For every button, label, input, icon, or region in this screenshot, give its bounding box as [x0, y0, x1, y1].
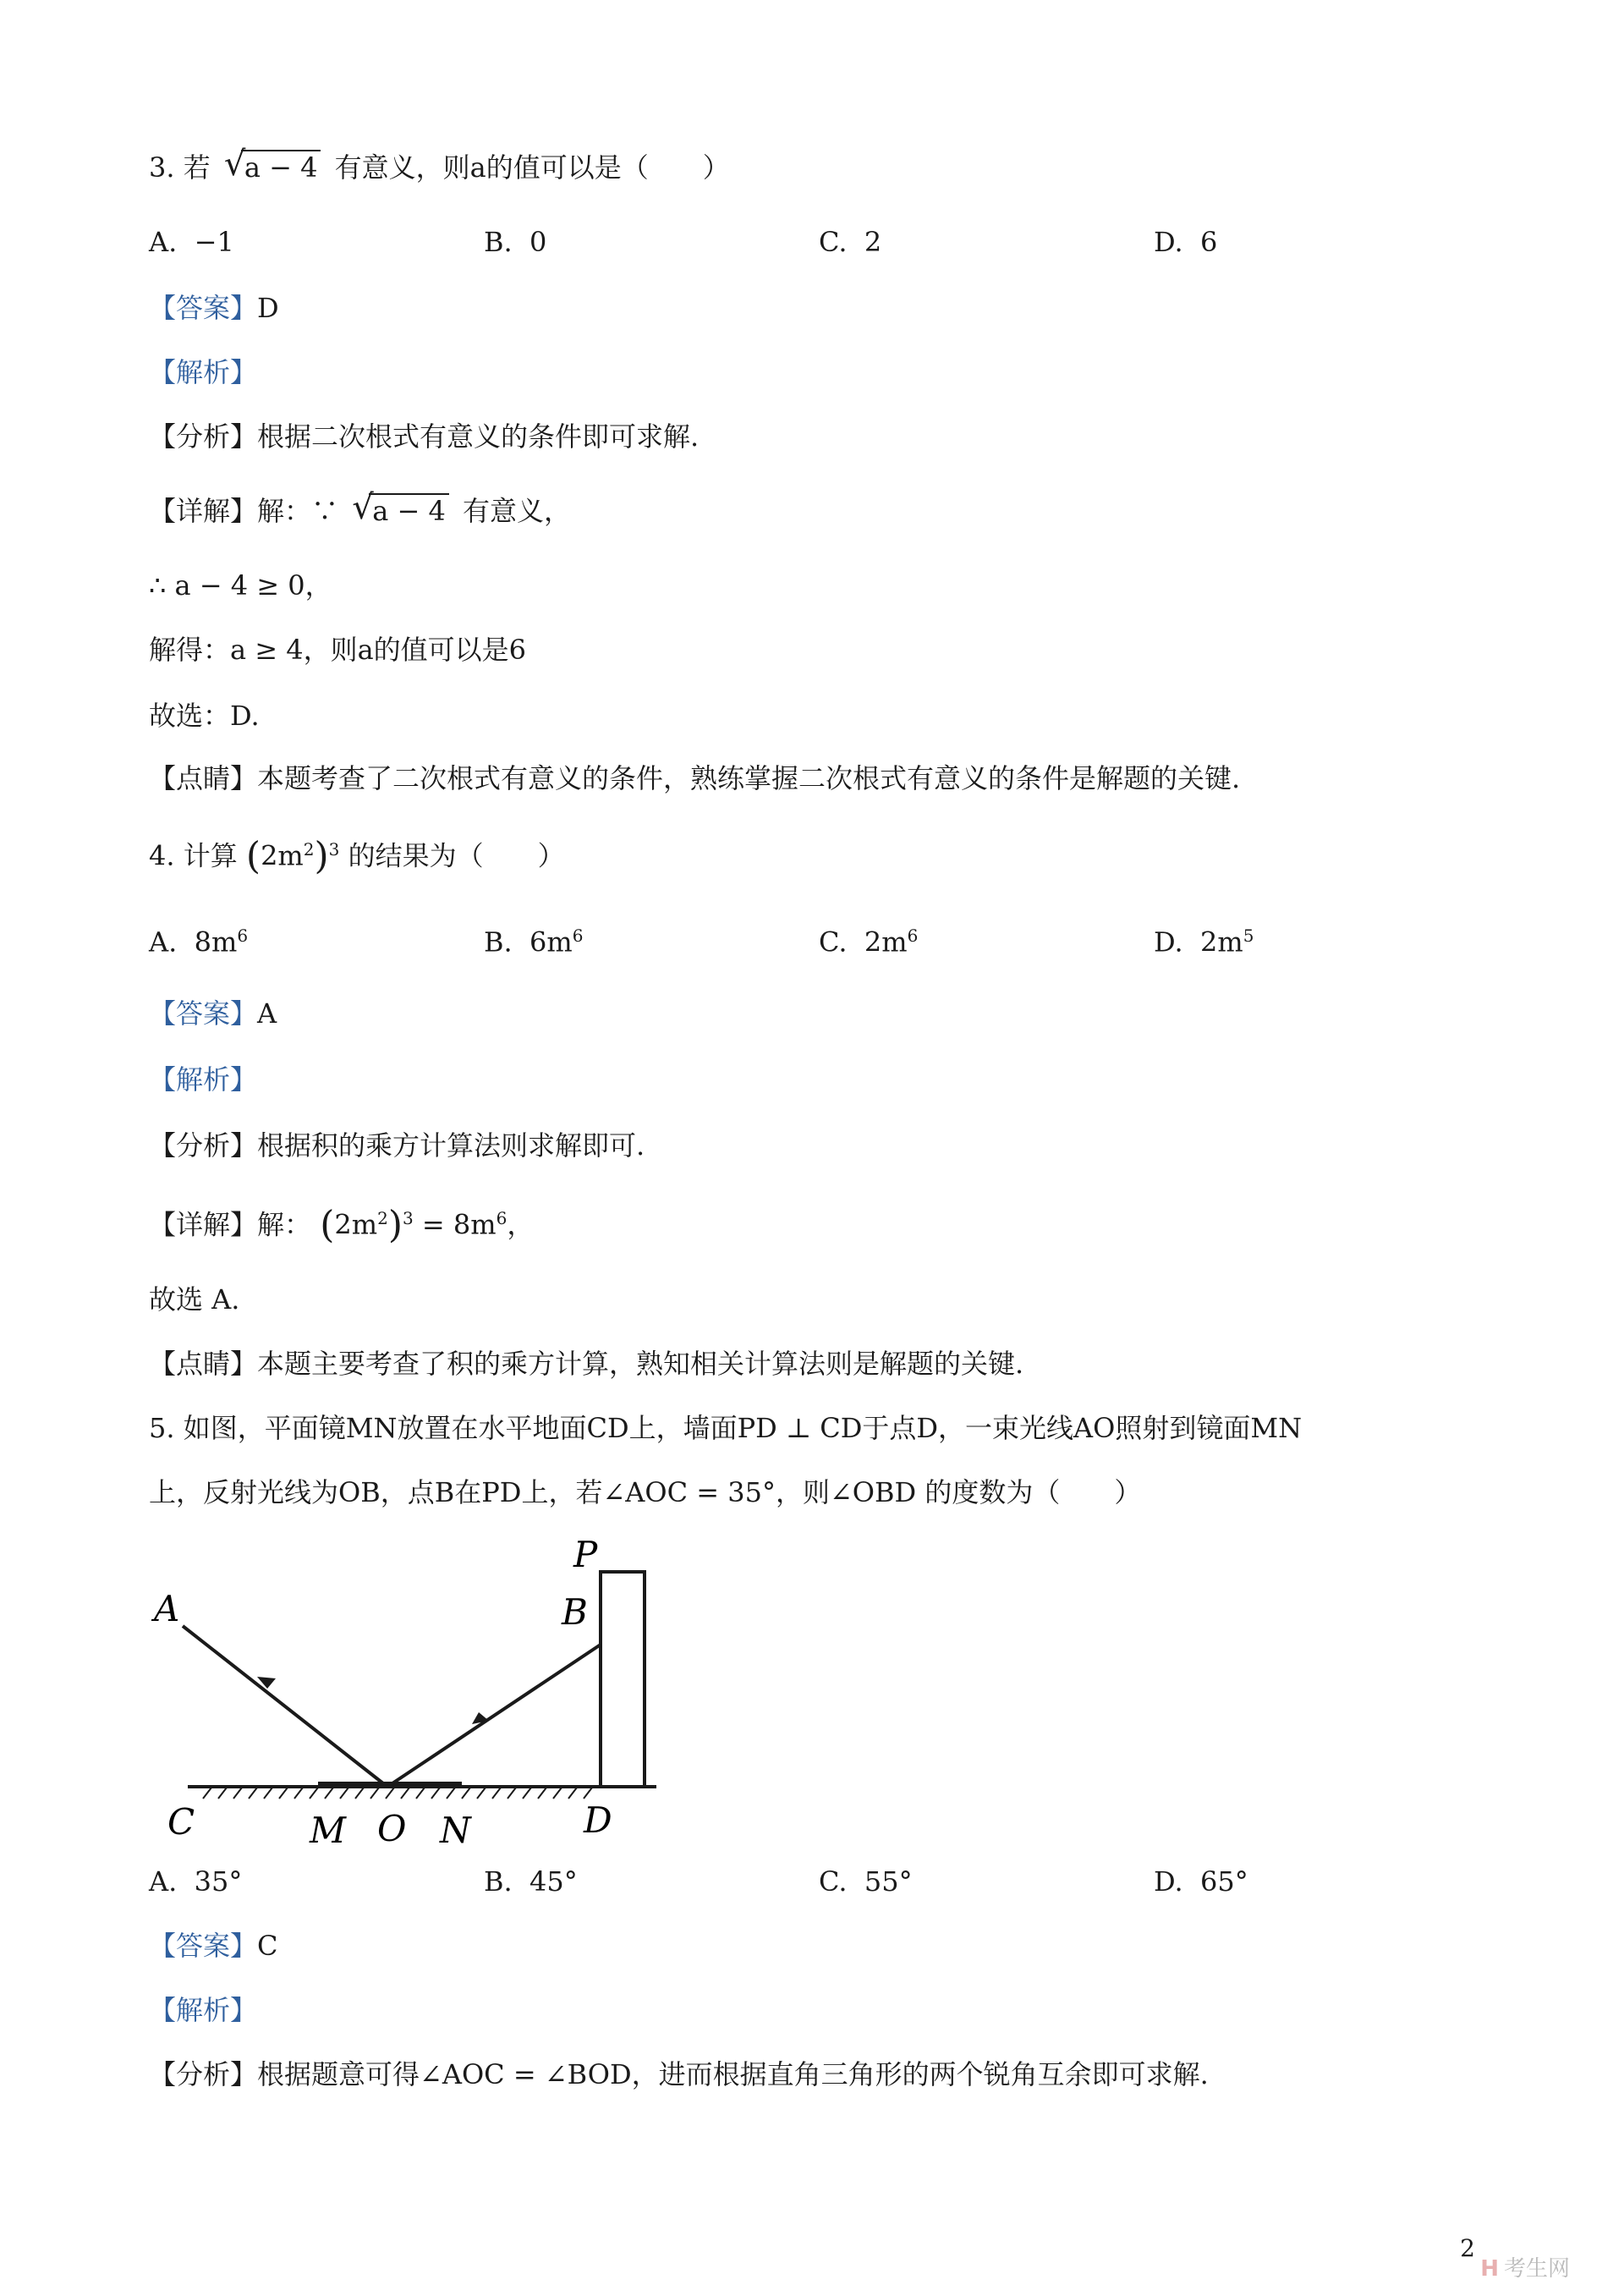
q4-answer: 【答案】A	[149, 997, 277, 1030]
watermark: H 考生网	[1480, 2256, 1570, 2282]
q5-stem-line1: 5. 如图，平面镜MN放置在水平地面CD上，墙面PD ⊥ CD于点D，一束光线AO照射到镜面MN	[149, 1412, 1303, 1444]
radicand: a − 4	[241, 150, 321, 184]
q3-option-c: C. 2	[819, 226, 882, 258]
q3-option-a: A. −1	[149, 226, 234, 258]
sqrt-expression: √ a − 4	[352, 494, 449, 528]
q5-stem-line2: 上，反射光线为OB，点B在PD上，若∠AOC = 35°，则∠OBD 的度数为（ ）	[149, 1476, 1142, 1508]
q5-analysis-tag: 【解析】	[149, 1994, 258, 2026]
label-a: A	[154, 1588, 180, 1629]
q3-fenxi: 【分析】根据二次根式有意义的条件即可求解.	[149, 420, 700, 453]
q5-option-d: D. 65°	[1154, 1865, 1248, 1898]
q4-analysis-tag: 【解析】	[149, 1063, 258, 1096]
q4-option-c: C. $2m^6$	[819, 926, 919, 958]
q3-comment: 【点睛】本题考查了二次根式有意义的条件，熟练掌握二次根式有意义的条件是解题的关键.	[149, 762, 1241, 794]
q4-number: 4.	[149, 839, 175, 872]
q4-choose: 故选 A.	[149, 1283, 240, 1316]
q3-answer: 【答案】D	[149, 292, 279, 324]
label-m: M	[310, 1810, 347, 1851]
label-b: B	[562, 1591, 588, 1633]
q3-analysis-tag: 【解析】	[149, 356, 258, 388]
page-number: 2	[1460, 2234, 1475, 2262]
label-d: D	[584, 1799, 612, 1841]
incident-ray-ao	[183, 1626, 387, 1787]
q3-detail: 【详解】解：∵ √ a − 4 有意义，	[149, 488, 571, 527]
label-o: O	[377, 1808, 407, 1849]
ground-hatching	[203, 1788, 592, 1799]
label-c: C	[167, 1801, 195, 1843]
q4-detail: 【详解】解： $(2m^2)^3 = 8m^6$，	[149, 1203, 535, 1247]
q5-option-b: B. 45°	[484, 1865, 578, 1898]
answer-tag: 【答案】	[149, 1930, 258, 1962]
q3-number: 3.	[149, 151, 175, 184]
q3-stem	[149, 145, 730, 184]
label-p: P	[573, 1536, 598, 1575]
q5-answer: 【答案】C	[149, 1930, 278, 1962]
q4-option-a: A. $8m^6$	[149, 926, 249, 958]
q3-choose: 故选：D.	[149, 700, 260, 732]
q4-option-d: D. $2m^5$	[1154, 926, 1254, 958]
radical-sign-icon: √	[223, 145, 246, 184]
reflected-ray-ob	[387, 1645, 601, 1787]
q3-stem-post: 有意义，则a的值可以是（ ）	[334, 151, 730, 184]
q4-fenxi: 【分析】根据积的乘方计算法则求解即可.	[149, 1129, 645, 1162]
answer-tag: 【答案】	[149, 997, 258, 1030]
label-n: N	[440, 1810, 471, 1851]
q4-option-b: B. $6m^6$	[484, 926, 584, 958]
q5-option-c: C. 55°	[819, 1865, 913, 1898]
answer-tag: 【答案】	[149, 292, 258, 324]
q5-option-a: A. 35°	[149, 1865, 243, 1898]
wall-pd	[601, 1572, 645, 1787]
q3-option-d: D. 6	[1154, 226, 1218, 258]
mirror-reflection-figure	[149, 1536, 673, 1858]
q3-option-b: B. 0	[484, 226, 547, 258]
sqrt-expression	[223, 145, 321, 184]
q3-step2: 解得：a ≥ 4，则a的值可以是6	[149, 634, 527, 666]
q5-fenxi: 【分析】根据题意可得∠AOC = ∠BOD，进而根据直角三角形的两个锐角互余即可求解.	[149, 2058, 1209, 2090]
q4-stem: 4. 计算 $(2m^2)^3$ 的结果为（ ）	[149, 834, 565, 878]
radical-sign-icon: √	[352, 488, 374, 527]
q4-comment: 【点睛】本题主要考查了积的乘方计算，熟知相关计算法则是解题的关键.	[149, 1348, 1024, 1380]
q3-step1: ∴ a − 4 ≥ 0，	[149, 569, 332, 601]
q3-stem-pre: 若	[183, 151, 211, 184]
watermark-logo-icon: H	[1480, 2256, 1499, 2282]
